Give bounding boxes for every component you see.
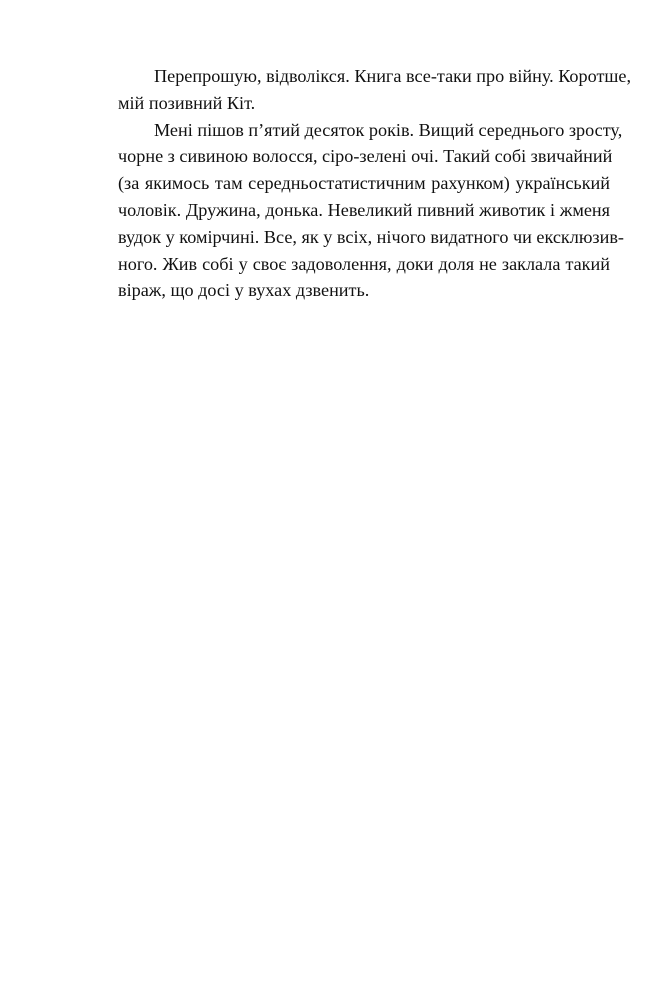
text-line: вудок у комірчині. Все, як у всіх, нічого видатного чи ексклюзив- — [118, 226, 624, 247]
paragraph-1 — [82, 63, 632, 117]
text-line: ного. Жив собі у своє задоволення, доки доля не заклала такий — [118, 253, 610, 274]
text-line: віраж, що досі у вухах дзвенить. — [118, 280, 370, 301]
text-line: Перепрошую, відволікся. Книга все-таки про війну. Коротше, — [154, 66, 632, 86]
text-line: чоловік. Дружина, донька. Невеликий пивний животик і жменя — [118, 199, 610, 220]
body-text — [82, 63, 632, 304]
text-line: чорне з сивиною волосся, сіро-зелені очі. Такий собі звичайний — [118, 146, 613, 167]
paragraph-2 — [82, 117, 624, 305]
text-line: Мені пішов п’ятий десяток років. Вищий середнього зросту, — [154, 119, 623, 140]
text-line: (за якимось там середньостатистичним рахунком) український — [118, 173, 610, 194]
text-line: мій позивний Кіт. — [118, 92, 256, 113]
